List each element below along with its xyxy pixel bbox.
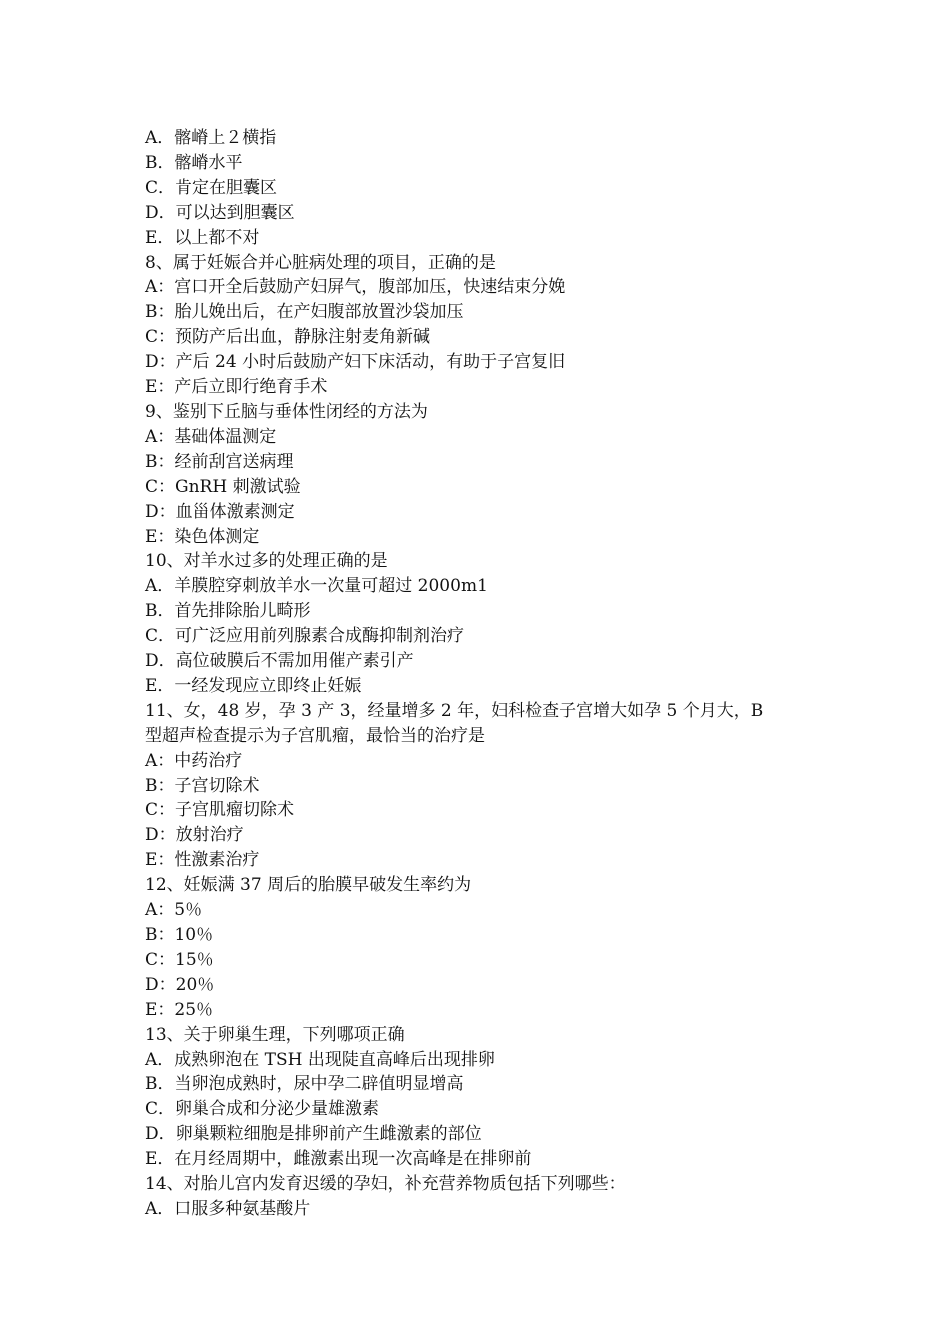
document-body	[145, 126, 825, 1222]
option-a-line: A．髂嵴上２横指	[145, 128, 277, 148]
question-12: 12、妊娠满 37 周后的胎膜早破发生率约为	[145, 875, 472, 896]
option-c-line: C．肯定在胆囊区	[145, 177, 278, 198]
option-e-line: E．以上都不对	[145, 227, 260, 248]
q11-option-d: D：放射治疗	[145, 825, 244, 846]
q12-option-d: D：20％	[145, 974, 215, 995]
question-11-part-2: 型超声检查提示为子宫肌瘤，最恰当的治疗是	[145, 725, 485, 746]
q8-option-b: B：胎儿娩出后，在产妇腹部放置沙袋加压	[145, 302, 464, 323]
question-10: 10、对羊水过多的处理正确的是	[145, 551, 388, 572]
q8-option-a: A：宫口开全后鼓励产妇屏气，腹部加压，快速结束分娩	[145, 277, 566, 298]
q12-option-e: E：25％	[145, 999, 214, 1020]
q13-option-c: C．卵巢合成和分泌少量雄激素	[145, 1099, 380, 1120]
q9-option-a: A：基础体温测定	[145, 426, 277, 447]
option-d-line: D．可以达到胆囊区	[145, 202, 295, 223]
q14-option-a: A．口服多种氨基酸片	[145, 1198, 311, 1219]
q13-option-b: B．当卵泡成熟时，尿中孕二辟值明显增高	[145, 1074, 464, 1095]
q10-option-c: C．可广泛应用前列腺素合成酶抑制剂治疗	[145, 626, 465, 647]
q8-option-c: C：预防产后出血，静脉注射麦角新碱	[145, 327, 431, 348]
q11-option-c: C：子宫肌瘤切除术	[145, 800, 295, 821]
option-b-line: B．髂嵴水平	[145, 152, 243, 173]
q10-option-e: E．一经发现应立即终止妊娠	[145, 675, 362, 696]
q11-option-b: B：子宫切除术	[145, 775, 260, 796]
q10-option-a: A．羊膜腔穿刺放羊水一次量可超过 2000m1	[145, 576, 488, 597]
q10-option-d: D．高位破膜后不需加用催产素引产	[145, 651, 414, 672]
question-8: 8、属于妊娠合并心脏病处理的项目，正确的是	[145, 252, 496, 273]
q11-option-e: E：性激素治疗	[145, 850, 260, 871]
q9-option-c: C：GnRH 刺激试验	[145, 476, 301, 497]
question-9: 9、鉴别下丘脑与垂体性闭经的方法为	[145, 401, 428, 422]
q12-option-c: C：15％	[145, 949, 214, 970]
question-13: 13、关于卵巢生理，下列哪项正确	[145, 1024, 405, 1045]
q8-option-e: E：产后立即行绝育手术	[145, 377, 328, 398]
q10-option-b: B．首先排除胎儿畸形	[145, 601, 311, 622]
q9-option-b: B：经前刮宫送病理	[145, 451, 294, 472]
q12-option-b: B：10％	[145, 925, 214, 945]
question-11-part-1: 11、女，48 岁，孕 3 产 3，经量增多 2 年，妇科检查子宫增大如孕 5 个月大，B	[145, 700, 764, 721]
q9-option-d: D：血甾体激素测定	[145, 501, 295, 522]
q11-option-a: A：中药治疗	[145, 750, 243, 771]
q9-option-e: E：染色体测定	[145, 526, 260, 547]
q13-option-e: E．在月经周期中，雌激素出现一次高峰是在排卵前	[145, 1149, 532, 1170]
q13-option-d: D．卵巢颗粒细胞是排卵前产生雌激素的部位	[145, 1124, 482, 1145]
q13-option-a: A．成熟卵泡在 TSH 出现陡直高峰后出现排卵	[145, 1049, 495, 1070]
q8-option-d: D：产后 24 小时后鼓励产妇下床活动，有助于子宫复旧	[145, 352, 566, 373]
question-14: 14、对胎儿宫内发育迟缓的孕妇，补充营养物质包括下列哪些：	[145, 1174, 626, 1195]
q12-option-a: A：5％	[145, 900, 203, 921]
